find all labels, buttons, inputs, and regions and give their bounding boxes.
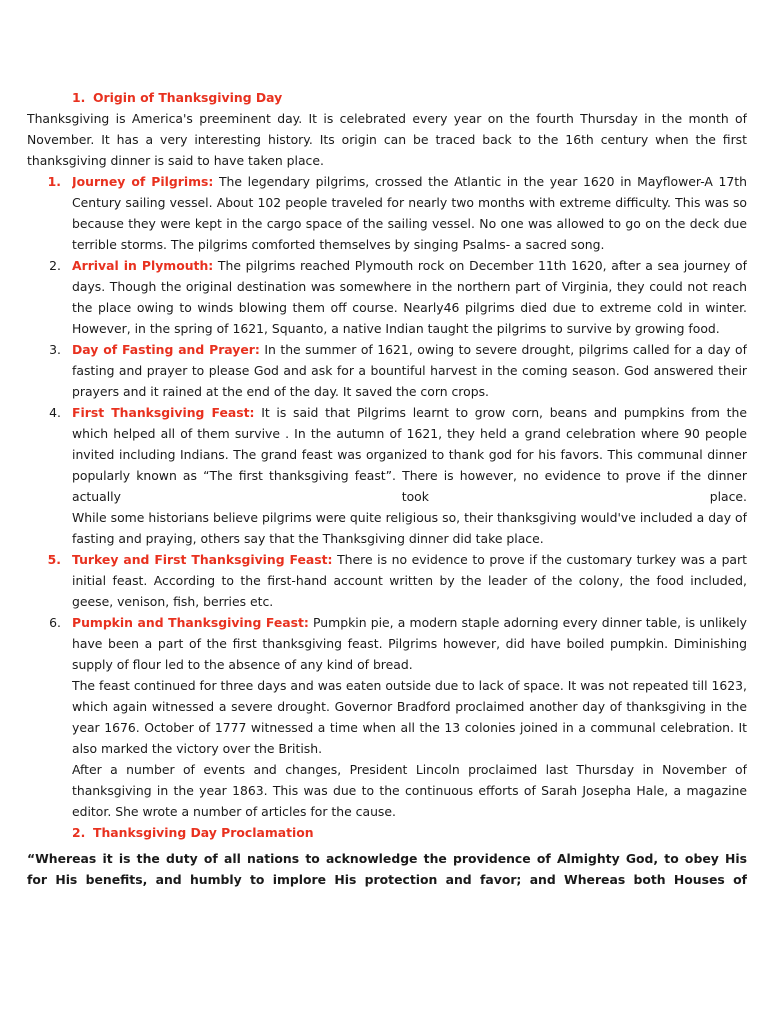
- list-item-line: editor. She wrote a number of articles for the cause.: [72, 804, 396, 819]
- list-item-first-thanksgiving-feast: [0, 402, 768, 423]
- item-title: Journey of Pilgrims:: [72, 174, 214, 189]
- item-number: 2.: [49, 258, 61, 273]
- list-item-line: geese, venison, fish, berries etc.: [72, 594, 274, 609]
- heading-number: 2.: [72, 825, 86, 840]
- list-item-line: also marked the victory over the British.: [72, 741, 323, 756]
- item-title: First Thanksgiving Feast:: [72, 405, 255, 420]
- proclamation-line: “Whereas it is the duty of all nations to acknowledge the providence of Almighty God, to obey His: [27, 851, 747, 866]
- heading-title: Thanksgiving Day Proclamation: [93, 825, 314, 840]
- intro-line: Thanksgiving is America's preeminent day. It is celebrated every year on the fourth Thursday in the month of: [27, 111, 747, 126]
- item-text: In the summer of 1621, owing to severe drought, pilgrims called for a day of: [264, 342, 747, 357]
- list-item-line: year 1676. October of 1777 witnessed a time when all the 13 colonies joined in a communal celebration. It: [72, 720, 747, 735]
- list-item-line: which again witnessed a severe drought. Governor Bradford proclaimed another day of thanksgiving in the: [72, 699, 747, 714]
- item-number: 5.: [47, 552, 61, 567]
- list-item-line: initial feast. According to the first-hand account written by the leader of the colony, the food included,: [72, 573, 747, 588]
- item-title: Day of Fasting and Prayer:: [72, 342, 260, 357]
- list-item-turkey: [0, 549, 768, 570]
- item-number: 3.: [49, 342, 61, 357]
- list-item-line: days. Though the original destination was somewhere in the northern part of Virginia, they could not reach: [72, 279, 747, 294]
- proclamation-line: for His benefits, and humbly to implore His protection and favor; and Whereas both Houses of: [27, 872, 747, 887]
- item-text: The legendary pilgrims, crossed the Atlantic in the year 1620 in Mayflower-A 17th: [218, 174, 747, 189]
- item-title: Pumpkin and Thanksgiving Feast:: [72, 615, 309, 630]
- heading-number: 1.: [72, 90, 86, 105]
- section-heading-proclamation: [0, 822, 768, 843]
- list-item-line: supply of flour led to the absence of any kind of bread.: [72, 657, 413, 672]
- item-text: The pilgrims reached Plymouth rock on December 11th 1620, after a sea journey of: [217, 258, 747, 273]
- list-item-line: After a number of events and changes, President Lincoln proclaimed last Thursday in November of: [72, 762, 747, 777]
- list-item-line: because they were kept in the cargo space of the sailing vessel. No one was allowed to go on the deck due: [72, 216, 747, 231]
- item-text: Pumpkin pie, a modern staple adorning every dinner table, is unlikely: [313, 615, 747, 630]
- item-number: 4.: [49, 405, 61, 420]
- list-item-line: have been a part of the first thanksgiving feast. Pilgrims however, did have boiled pumpkin. Diminishing: [72, 636, 747, 651]
- item-text: It is said that Pilgrims learnt to grow corn, beans and pumpkins from the: [261, 405, 747, 420]
- item-text: There is no evidence to prove if the customary turkey was a part: [337, 552, 747, 567]
- intro-line: November. It has a very interesting history. Its origin can be traced back to the 16th century when the first: [27, 132, 747, 147]
- list-item-line: While some historians believe pilgrims were quite religious so, their thanksgiving would've included a day of: [72, 510, 747, 525]
- list-item-journey-of-pilgrims: [0, 171, 768, 192]
- item-number: 1.: [47, 174, 61, 189]
- list-item-line: popularly known as “The first thanksgiving feast”. There is however, no evidence to prove if the dinner: [72, 468, 747, 483]
- list-item-line: fasting and prayer to please God and ask for a bountiful harvest in the coming season. God answered their: [72, 363, 747, 378]
- list-item-line: invited including Indians. The grand feast was organized to thank god for his favors. This communal dinner: [72, 447, 747, 462]
- list-item-arrival-in-plymouth: [0, 255, 768, 276]
- item-title: Arrival in Plymouth:: [72, 258, 214, 273]
- intro-line: thanksgiving dinner is said to have taken place.: [27, 153, 324, 168]
- item-number: 6.: [49, 615, 61, 630]
- list-item-line: the place owing to winds blowing them off course. Nearly46 pilgrims died due to extreme cold in winter.: [72, 300, 747, 315]
- list-item-line: thanksgiving in the year 1863. This was due to the continuous efforts of Sarah Josepha Hale, a magazine: [72, 783, 747, 798]
- list-item-pumpkin: [0, 612, 768, 633]
- heading-title: Origin of Thanksgiving Day: [93, 90, 283, 105]
- list-item-line: However, in the spring of 1621, Squanto, a native Indian taught the pilgrims to survive by growing food.: [72, 321, 720, 336]
- section-heading-origin: [0, 87, 768, 108]
- list-item-line: actually took place.: [72, 489, 747, 504]
- list-item-line: which helped all of them survive . In the autumn of 1621, they held a grand celebration where 90 people: [72, 426, 747, 441]
- list-item-day-of-fasting: [0, 339, 768, 360]
- list-item-line: prayers and it rained at the end of the day. It saved the corn crops.: [72, 384, 489, 399]
- item-title: Turkey and First Thanksgiving Feast:: [72, 552, 333, 567]
- list-item-line: fasting and praying, others say that the Thanksgiving dinner did take place.: [72, 531, 544, 546]
- list-item-line: Century sailing vessel. About 102 people traveled for nearly two months with extreme difficulty. This was so: [72, 195, 747, 210]
- list-item-line: The feast continued for three days and was eaten outside due to lack of space. It was not repeated till 1623,: [72, 678, 747, 693]
- list-item-line: terrible storms. The pilgrims comforted themselves by singing Psalms- a sacred song.: [72, 237, 605, 252]
